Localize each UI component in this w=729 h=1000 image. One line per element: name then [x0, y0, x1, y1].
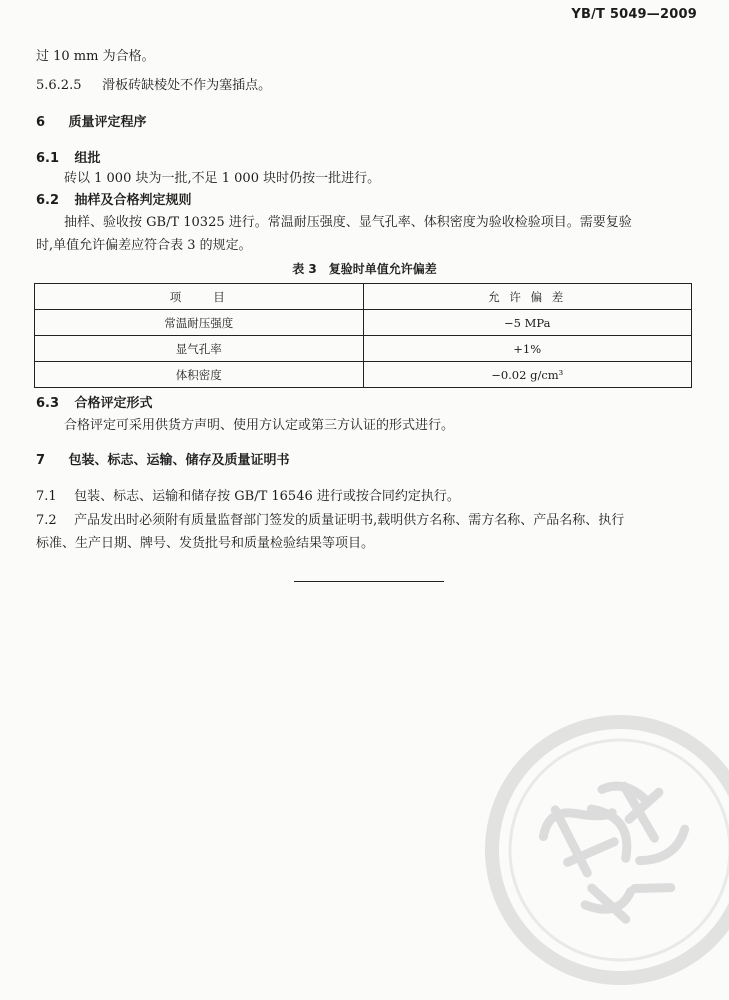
row-tolerance: −5 MPa: [363, 310, 692, 336]
table-header-row: [35, 284, 692, 310]
clause-5-6-2-5: [36, 77, 271, 94]
clause-6-1-text: 砖以 1 000 块为一批,不足 1 000 块时仍按一批进行。: [64, 171, 381, 186]
header-tolerance: 允 许 偏 差: [363, 284, 692, 310]
clause-6-3-heading: [36, 395, 153, 412]
section-7-heading: [36, 452, 290, 469]
section-number: 7: [36, 453, 46, 468]
clause-text: 滑板砖缺棱处不作为塞插点。: [102, 78, 272, 93]
paragraph-continuation: 过 10 mm 为合格。: [36, 49, 155, 64]
clause-7-2-line-1: [36, 512, 624, 529]
section-6-heading: [36, 114, 147, 131]
clause-title: 组批: [74, 151, 101, 166]
section-title: 包装、标志、运输、储存及质量证明书: [68, 453, 290, 468]
clause-number: 5.6.2.5: [36, 78, 82, 93]
clause-6-2-text-line-2: 时,单值允许偏差应符合表 3 的规定。: [36, 238, 252, 253]
clause-title: 合格评定形式: [74, 396, 153, 411]
end-of-document-rule: [294, 581, 444, 582]
clause-6-2-heading: [36, 192, 192, 209]
clause-7-2-line-2: 标准、生产日期、牌号、发货批号和质量检验结果等项目。: [36, 536, 375, 551]
clause-number: 6.2: [36, 193, 60, 208]
clause-text: 包装、标志、运输和储存按 GB/T 16546 进行或按合同约定执行。: [74, 489, 460, 504]
document-code: YB/T 5049—2009: [571, 7, 697, 22]
clause-7-1: [36, 488, 460, 505]
clause-number: 6.1: [36, 151, 60, 166]
clause-number: 7.2: [36, 513, 57, 528]
row-item: 常温耐压强度: [35, 310, 364, 336]
clause-text: 产品发出时必须附有质量监督部门签发的质量证明书,载明供方名称、需方名称、产品名称、执行: [74, 513, 625, 528]
table-3-caption: 表 3 复验时单值允许偏差: [292, 262, 437, 276]
section-number: 6: [36, 115, 46, 130]
clause-6-1-heading: [36, 150, 101, 167]
clause-number: 6.3: [36, 396, 60, 411]
row-tolerance: −0.02 g/cm³: [363, 362, 692, 388]
row-item: 显气孔率: [35, 336, 364, 362]
row-tolerance: +1%: [363, 336, 692, 362]
section-title: 质量评定程序: [68, 115, 147, 130]
watermark-seal: [470, 700, 729, 1000]
clause-6-2-text-line-1: 抽样、验收按 GB/T 10325 进行。常温耐压强度、显气孔率、体积密度为验收检验项目。需要复验: [64, 215, 632, 230]
row-item: 体积密度: [35, 362, 364, 388]
header-item: 项 目: [35, 284, 364, 310]
clause-6-3-text: 合格评定可采用供货方声明、使用方认定或第三方认证的形式进行。: [64, 418, 455, 433]
table-row: [35, 336, 692, 362]
table-3: [34, 283, 692, 388]
clause-title: 抽样及合格判定规则: [74, 193, 192, 208]
table-row: [35, 310, 692, 336]
table-row: [35, 362, 692, 388]
clause-number: 7.1: [36, 489, 57, 504]
